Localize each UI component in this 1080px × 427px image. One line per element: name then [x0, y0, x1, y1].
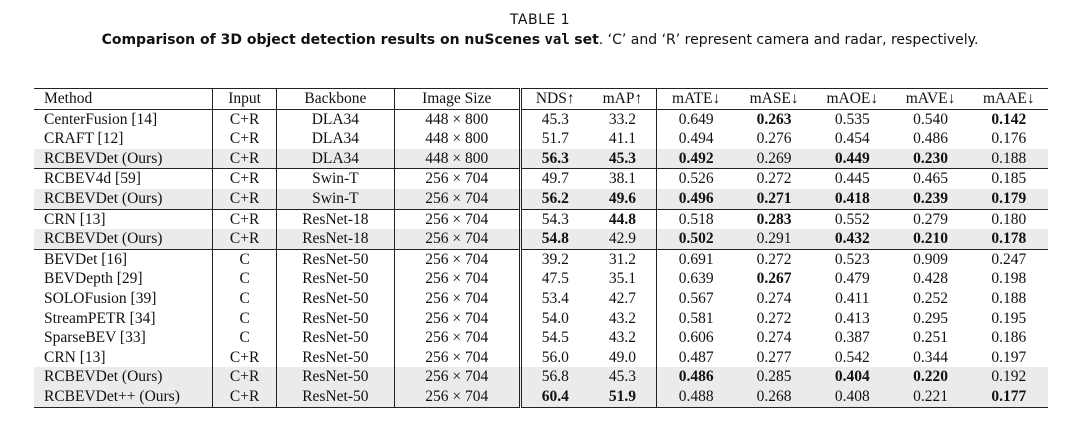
cell-nds: 54.3: [541, 210, 569, 228]
table-row: [34, 348, 1048, 368]
cell-backbone: Swin-T: [277, 189, 394, 209]
cell-backbone: Swin-T: [277, 169, 394, 189]
cell-mave: 0.252: [913, 289, 948, 307]
cell-method: RCBEVDet (Ours): [34, 367, 213, 387]
table-caption: [0, 12, 1080, 48]
caption-rest: . ‘C’ and ‘R’ represent camera and radar, respectively.: [598, 32, 979, 48]
cell-mase: 0.268: [735, 387, 813, 407]
cell-map: 42.7: [589, 289, 657, 309]
cell-method: CRAFT [12]: [34, 129, 213, 149]
cell-image-size: 256 × 704: [394, 169, 520, 189]
cell-nds: 54.0: [541, 309, 569, 327]
caption-bold-suffix: set: [574, 32, 599, 48]
cell-maoe: 0.413: [834, 309, 870, 327]
cell-mate: 0.649: [678, 110, 714, 128]
table-row: [34, 289, 1048, 309]
cell-map: 43.2: [589, 309, 657, 329]
results-table: [34, 88, 1048, 408]
cell-maae: 0.178: [970, 229, 1048, 249]
cell-maoe: 0.445: [834, 170, 870, 188]
cell-mate: 0.639: [678, 270, 714, 288]
cell-image-size: 256 × 704: [394, 309, 520, 329]
cell-nds: 47.5: [541, 270, 569, 288]
header-method: Method: [34, 89, 213, 110]
cell-input: C: [213, 249, 277, 269]
cell-map: 38.1: [589, 169, 657, 189]
header-nds: NDS↑: [535, 90, 575, 107]
cell-image-size: 448 × 800: [394, 109, 520, 129]
cell-image-size: 256 × 704: [394, 348, 520, 368]
cell-method: BEVDet [16]: [34, 249, 213, 269]
cell-input: C+R: [213, 209, 277, 229]
cell-maae: 0.142: [991, 110, 1027, 128]
cell-mate: 0.606: [678, 329, 714, 347]
cell-nds: 51.7: [541, 130, 569, 148]
cell-maae: 0.185: [991, 170, 1027, 188]
cell-image-size: 256 × 704: [394, 367, 520, 387]
table-row: [34, 169, 1048, 189]
table-row: [34, 328, 1048, 348]
table-body: [34, 109, 1048, 407]
cell-mave: 0.295: [913, 309, 948, 327]
cell-mave: 0.909: [913, 250, 948, 268]
cell-backbone: ResNet-50: [277, 387, 394, 407]
cell-image-size: 256 × 704: [394, 269, 520, 289]
header-maoe: mAOE↓: [826, 90, 879, 107]
cell-mase: 0.285: [735, 367, 813, 387]
cell-mave: 0.486: [913, 130, 948, 148]
cell-map: 31.2: [589, 249, 657, 269]
cell-method: SOLOFusion [39]: [34, 289, 213, 309]
cell-backbone: ResNet-18: [277, 209, 394, 229]
cell-mase: 0.276: [756, 130, 792, 148]
table-row: [34, 387, 1048, 407]
cell-mate: 0.581: [678, 309, 714, 327]
cell-mase: 0.263: [756, 110, 792, 128]
table-row: [34, 249, 1048, 269]
header-backbone: Backbone: [277, 89, 394, 110]
cell-input: C+R: [213, 169, 277, 189]
cell-maae: 0.188: [991, 289, 1027, 307]
cell-maae: 0.176: [991, 130, 1027, 148]
cell-maoe: 0.418: [813, 189, 891, 209]
cell-maae: 0.247: [991, 250, 1027, 268]
caption-text: [0, 32, 1080, 48]
cell-method: CRN [13]: [34, 348, 213, 368]
cell-nds: 56.0: [541, 348, 569, 366]
cell-maoe: 0.404: [813, 367, 891, 387]
cell-mave: 0.210: [891, 229, 969, 249]
cell-maae: 0.180: [991, 210, 1027, 228]
cell-map: 49.0: [589, 348, 657, 368]
table-row: [34, 149, 1048, 169]
cell-input: C+R: [213, 367, 277, 387]
header-map: mAP↑: [589, 89, 657, 110]
cell-method: BEVDepth [29]: [34, 269, 213, 289]
cell-mase: 0.269: [735, 149, 813, 169]
cell-maae: 0.179: [970, 189, 1048, 209]
cell-maoe: 0.432: [813, 229, 891, 249]
cell-map: 43.2: [589, 328, 657, 348]
cell-method: SparseBEV [33]: [34, 328, 213, 348]
table-row: [34, 229, 1048, 249]
cell-maoe: 0.408: [813, 387, 891, 407]
cell-nds: 56.3: [520, 149, 588, 169]
cell-map: 51.9: [589, 387, 657, 407]
cell-input: C+R: [213, 189, 277, 209]
cell-nds: 54.8: [520, 229, 588, 249]
header-image-size: Image Size: [394, 89, 520, 110]
cell-method: RCBEVDet (Ours): [34, 189, 213, 209]
cell-mave: 0.279: [913, 210, 948, 228]
cell-mave: 0.540: [913, 110, 948, 128]
cell-input: C: [213, 289, 277, 309]
header-mate: mATE↓: [672, 90, 721, 107]
cell-input: C: [213, 309, 277, 329]
cell-mase: 0.267: [756, 270, 792, 288]
table-row: [34, 209, 1048, 229]
cell-nds: 60.4: [520, 387, 588, 407]
cell-mase: 0.272: [756, 309, 792, 327]
cell-backbone: ResNet-50: [277, 249, 394, 269]
cell-method: RCBEVDet (Ours): [34, 149, 213, 169]
cell-backbone: ResNet-50: [277, 367, 394, 387]
cell-nds: 45.3: [541, 110, 569, 128]
cell-mave: 0.344: [913, 348, 948, 366]
cell-image-size: 448 × 800: [394, 129, 520, 149]
cell-maae: 0.177: [970, 387, 1048, 407]
cell-maoe: 0.542: [834, 348, 870, 366]
cell-backbone: DLA34: [277, 109, 394, 129]
cell-map: 49.6: [589, 189, 657, 209]
table-row: [34, 129, 1048, 149]
cell-mate: 0.487: [678, 348, 714, 366]
cell-method: RCBEVDet++ (Ours): [34, 387, 213, 407]
cell-maae: 0.197: [991, 348, 1027, 366]
cell-mase: 0.272: [756, 250, 792, 268]
cell-backbone: ResNet-50: [277, 289, 394, 309]
cell-mate: 0.496: [657, 189, 735, 209]
cell-nds: 56.8: [520, 367, 588, 387]
cell-mate: 0.526: [678, 170, 714, 188]
cell-backbone: DLA34: [277, 149, 394, 169]
cell-nds: 39.2: [541, 250, 569, 268]
table-row: [34, 109, 1048, 129]
cell-map: 45.3: [589, 149, 657, 169]
cell-mave: 0.239: [891, 189, 969, 209]
cell-input: C+R: [213, 129, 277, 149]
cell-backbone: ResNet-18: [277, 229, 394, 249]
cell-image-size: 256 × 704: [394, 229, 520, 249]
cell-image-size: 256 × 704: [394, 289, 520, 309]
header-maae: mAAE↓: [982, 90, 1035, 107]
cell-maoe: 0.454: [834, 130, 870, 148]
cell-input: C+R: [213, 149, 277, 169]
cell-mate: 0.486: [657, 367, 735, 387]
cell-mase: 0.277: [756, 348, 792, 366]
table-row: [34, 367, 1048, 387]
cell-image-size: 448 × 800: [394, 149, 520, 169]
cell-backbone: DLA34: [277, 129, 394, 149]
cell-image-size: 256 × 704: [394, 209, 520, 229]
cell-map: 33.2: [589, 109, 657, 129]
cell-nds: 49.7: [541, 170, 569, 188]
cell-maae: 0.198: [991, 270, 1027, 288]
cell-maoe: 0.387: [834, 329, 870, 347]
cell-maoe: 0.552: [834, 210, 870, 228]
cell-input: C+R: [213, 109, 277, 129]
cell-mate: 0.567: [678, 289, 714, 307]
cell-method: CRN [13]: [34, 209, 213, 229]
cell-mave: 0.220: [891, 367, 969, 387]
cell-map: 42.9: [589, 229, 657, 249]
cell-nds: 53.4: [541, 289, 569, 307]
cell-maoe: 0.411: [835, 289, 870, 307]
cell-mate: 0.691: [678, 250, 714, 268]
header-input: Input: [213, 89, 277, 110]
cell-input: C+R: [213, 229, 277, 249]
cell-mave: 0.428: [913, 270, 948, 288]
cell-image-size: 256 × 704: [394, 328, 520, 348]
cell-maae: 0.192: [970, 367, 1048, 387]
cell-mase: 0.271: [735, 189, 813, 209]
cell-mase: 0.274: [756, 329, 792, 347]
cell-mave: 0.251: [913, 329, 948, 347]
cell-mate: 0.492: [657, 149, 735, 169]
cell-method: RCBEV4d [59]: [34, 169, 213, 189]
cell-backbone: ResNet-50: [277, 269, 394, 289]
cell-mave: 0.230: [891, 149, 969, 169]
cell-mave: 0.465: [913, 170, 948, 188]
cell-backbone: ResNet-50: [277, 328, 394, 348]
cell-mate: 0.518: [678, 210, 714, 228]
cell-input: C+R: [213, 348, 277, 368]
table-row: [34, 309, 1048, 329]
table-row: [34, 269, 1048, 289]
cell-method: RCBEVDet (Ours): [34, 229, 213, 249]
caption-code: val: [544, 32, 570, 48]
cell-mave: 0.221: [891, 387, 969, 407]
cell-input: C: [213, 269, 277, 289]
caption-bold-text: Comparison of 3D object detection results on nuScenes: [101, 32, 541, 48]
cell-backbone: ResNet-50: [277, 309, 394, 329]
cell-mate: 0.488: [657, 387, 735, 407]
cell-map: 41.1: [589, 129, 657, 149]
cell-maoe: 0.479: [834, 270, 870, 288]
cell-mase: 0.291: [735, 229, 813, 249]
cell-mate: 0.494: [678, 130, 714, 148]
cell-backbone: ResNet-50: [277, 348, 394, 368]
cell-image-size: 256 × 704: [394, 189, 520, 209]
cell-maoe: 0.535: [834, 110, 870, 128]
cell-maoe: 0.523: [834, 250, 870, 268]
cell-mase: 0.274: [756, 289, 792, 307]
cell-mate: 0.502: [657, 229, 735, 249]
cell-method: CenterFusion [14]: [34, 109, 213, 129]
cell-input: C+R: [213, 387, 277, 407]
cell-mase: 0.272: [756, 170, 792, 188]
cell-input: C: [213, 328, 277, 348]
cell-map: 35.1: [589, 269, 657, 289]
cell-maae: 0.186: [991, 329, 1027, 347]
cell-image-size: 256 × 704: [394, 387, 520, 407]
cell-maae: 0.188: [970, 149, 1048, 169]
cell-maoe: 0.449: [813, 149, 891, 169]
cell-map: 45.3: [589, 367, 657, 387]
cell-nds: 56.2: [520, 189, 588, 209]
cell-nds: 54.5: [541, 329, 569, 347]
table-row: [34, 189, 1048, 209]
header-mase: mASE↓: [749, 90, 799, 107]
table-label: TABLE 1: [509, 12, 571, 28]
cell-maae: 0.195: [991, 309, 1027, 327]
header-mave: mAVE↓: [905, 90, 956, 107]
cell-map: 44.8: [589, 209, 657, 229]
cell-method: StreamPETR [34]: [34, 309, 213, 329]
cell-image-size: 256 × 704: [394, 249, 520, 269]
header-row: [34, 89, 1048, 110]
cell-mase: 0.283: [756, 210, 792, 228]
